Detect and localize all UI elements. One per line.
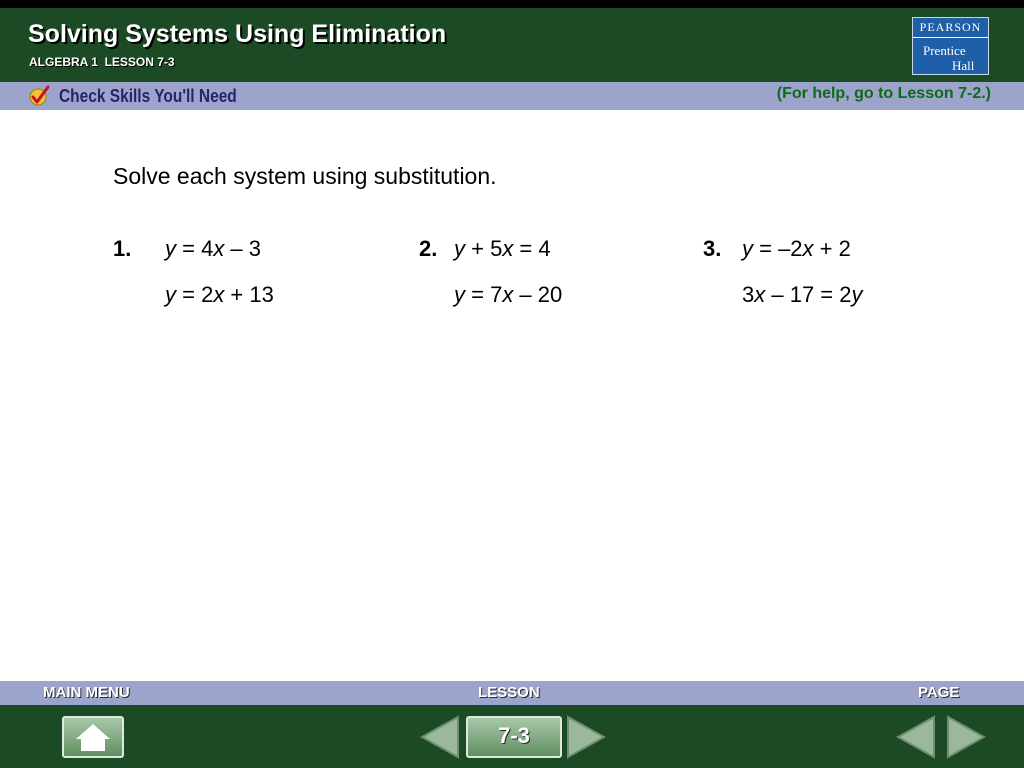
- problem-2-equation-1: y + 5x = 4: [454, 236, 551, 261]
- lesson-next-arrow-icon[interactable]: [566, 715, 606, 759]
- problem-2-equation-2: y = 7x – 20: [454, 282, 563, 307]
- problem-3-equation-2: 3x – 17 = 2y: [742, 282, 863, 307]
- logo-line-prentice: Prentice: [923, 43, 966, 58]
- problem-3-number: 3.: [703, 236, 722, 261]
- logo-brand-text: PEARSON: [913, 20, 988, 38]
- problem-2-number: 2.: [419, 236, 438, 261]
- problem-3-equation-1: y = –2x + 2: [742, 236, 851, 261]
- problem-1-equation-1: y = 4x – 3: [165, 236, 262, 261]
- main-menu-label: MAIN MENU: [43, 684, 130, 701]
- lesson-label: LESSON: [478, 684, 540, 701]
- page-prev-arrow-icon[interactable]: [896, 715, 936, 759]
- top-border: [0, 0, 1024, 8]
- page-title: Solving Systems Using Elimination: [28, 20, 447, 48]
- instruction-text: Solve each system using substitution.: [113, 163, 497, 189]
- home-button[interactable]: [62, 716, 124, 758]
- logo-line-hall: Hall: [952, 58, 975, 73]
- header-bar: [0, 8, 1024, 82]
- checkmark-icon: [28, 85, 50, 107]
- help-reference: (For help, go to Lesson 7-2.): [776, 85, 991, 102]
- check-skills-bar: [0, 82, 1024, 110]
- problem-1-number: 1.: [113, 236, 132, 261]
- page-label: PAGE: [918, 684, 960, 701]
- page-next-arrow-icon[interactable]: [946, 715, 986, 759]
- check-skills-label: Check Skills You'll Need: [59, 86, 237, 106]
- pearson-logo: [912, 17, 989, 75]
- home-icon: [64, 718, 122, 756]
- lesson-number-badge: 7-3: [466, 716, 562, 758]
- problem-1-equation-2: y = 2x + 13: [165, 282, 274, 307]
- lesson-subtitle: ALGEBRA 1 LESSON 7-3: [29, 55, 175, 69]
- lesson-prev-arrow-icon[interactable]: [420, 715, 460, 759]
- footer-label-bar: [0, 681, 1024, 705]
